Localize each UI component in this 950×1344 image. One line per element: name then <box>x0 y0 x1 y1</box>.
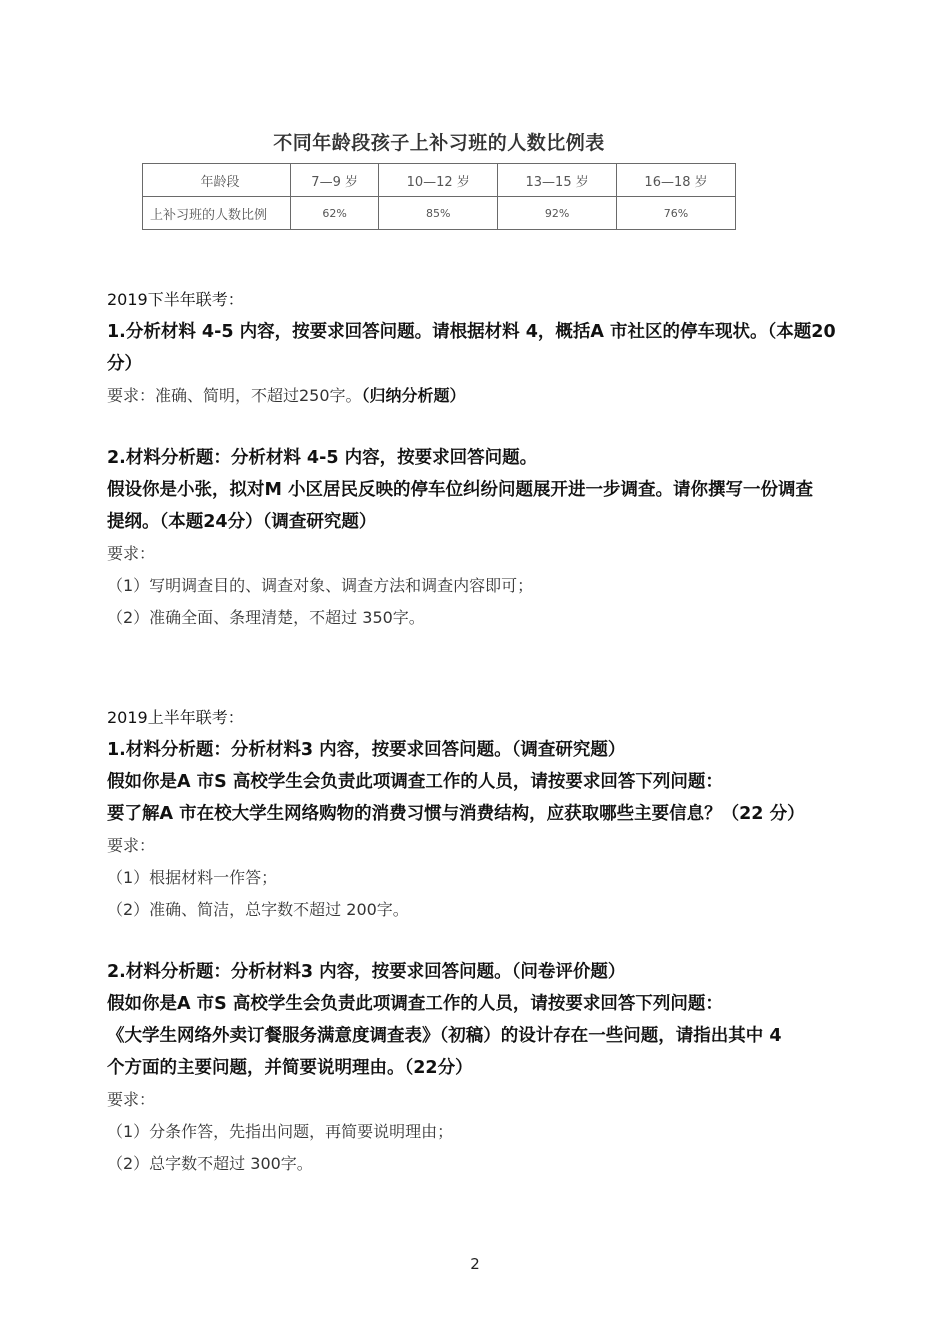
question-1-line: 1.材料分析题：分析材料3 内容，按要求回答问题。（调查研究题） <box>107 740 626 760</box>
requirement-item: （2）准确、简洁，总字数不超过 200字。 <box>107 900 409 919</box>
question-1-line: 假如你是A 市S 高校学生会负责此项调查工作的人员，请按要求回答下列问题： <box>107 772 723 792</box>
question-1-requirement <box>107 380 852 412</box>
requirement-item: （1）写明调查目的、调查对象、调查方法和调查内容即可； <box>107 576 534 595</box>
requirement-item: （2）总字数不超过 300字。 <box>107 1154 313 1173</box>
tutoring-ratio-table <box>142 163 736 230</box>
table-title: 不同年龄段孩子上补习班的人数比例表 <box>273 132 605 154</box>
question-1-line: 1.分析材料 4-5 内容，按要求回答问题。请根据材料 4，概括A 市社区的停车现状。（本题20 <box>107 322 836 342</box>
page-number: 2 <box>470 1255 480 1273</box>
requirement-text: 要求：准确、简明，不超过250字。 <box>107 386 362 405</box>
row-label-cell: 上补习班的人数比例 <box>143 197 291 230</box>
section-2019-second-half <box>107 284 852 634</box>
value-cell: 85% <box>379 197 498 230</box>
value-cell: 92% <box>498 197 617 230</box>
question-2-line: 假如你是A 市S 高校学生会负责此项调查工作的人员，请按要求回答下列问题： <box>107 994 723 1014</box>
question-1-line: 要了解A 市在校大学生网络购物的消费习惯与消费结构，应获取哪些主要信息？（22 分） <box>107 804 805 824</box>
header-cell: 16—18 岁 <box>617 164 736 197</box>
question-2-line: 假设你是小张，拟对M 小区居民反映的停车位纠纷问题展开进一步调查。请你撰写一份调查 <box>107 480 814 500</box>
question-2-line: 《大学生网络外卖订餐服务满意度调查表》（初稿）的设计存在一些问题，请指出其中 4 <box>107 1026 782 1046</box>
table-header-row <box>143 164 736 197</box>
spacer <box>107 926 852 956</box>
requirement-item: （1）根据材料一作答； <box>107 868 278 887</box>
header-cell: 13—15 岁 <box>498 164 617 197</box>
table-row <box>143 197 736 230</box>
question-2-line: 2.材料分析题：分析材料 4-5 内容，按要求回答问题。 <box>107 448 538 468</box>
question-type-tag: （归纳分析题） <box>361 386 466 405</box>
spacer <box>107 412 852 442</box>
section-2019-first-half <box>107 702 852 1180</box>
question-2-line: 2.材料分析题：分析材料3 内容，按要求回答问题。（问卷评价题） <box>107 962 626 982</box>
section-heading: 2019上半年联考： <box>107 708 244 727</box>
question-2-line: 提纲。（本题24分）（调查研究题） <box>107 512 377 532</box>
requirement-heading: 要求： <box>107 1090 156 1109</box>
value-cell: 62% <box>291 197 379 230</box>
question-1-line: 分） <box>107 354 142 374</box>
value-cell: 76% <box>617 197 736 230</box>
requirement-heading: 要求： <box>107 544 156 563</box>
requirement-heading: 要求： <box>107 836 156 855</box>
header-cell: 年龄段 <box>143 164 291 197</box>
section-heading: 2019下半年联考： <box>107 290 244 309</box>
requirement-item: （1）分条作答，先指出问题，再简要说明理由； <box>107 1122 454 1141</box>
header-cell: 10—12 岁 <box>379 164 498 197</box>
requirement-item: （2）准确全面、条理清楚，不超过 350字。 <box>107 608 425 627</box>
question-2-line: 个方面的主要问题，并简要说明理由。（22分） <box>107 1058 473 1078</box>
header-cell: 7—9 岁 <box>291 164 379 197</box>
